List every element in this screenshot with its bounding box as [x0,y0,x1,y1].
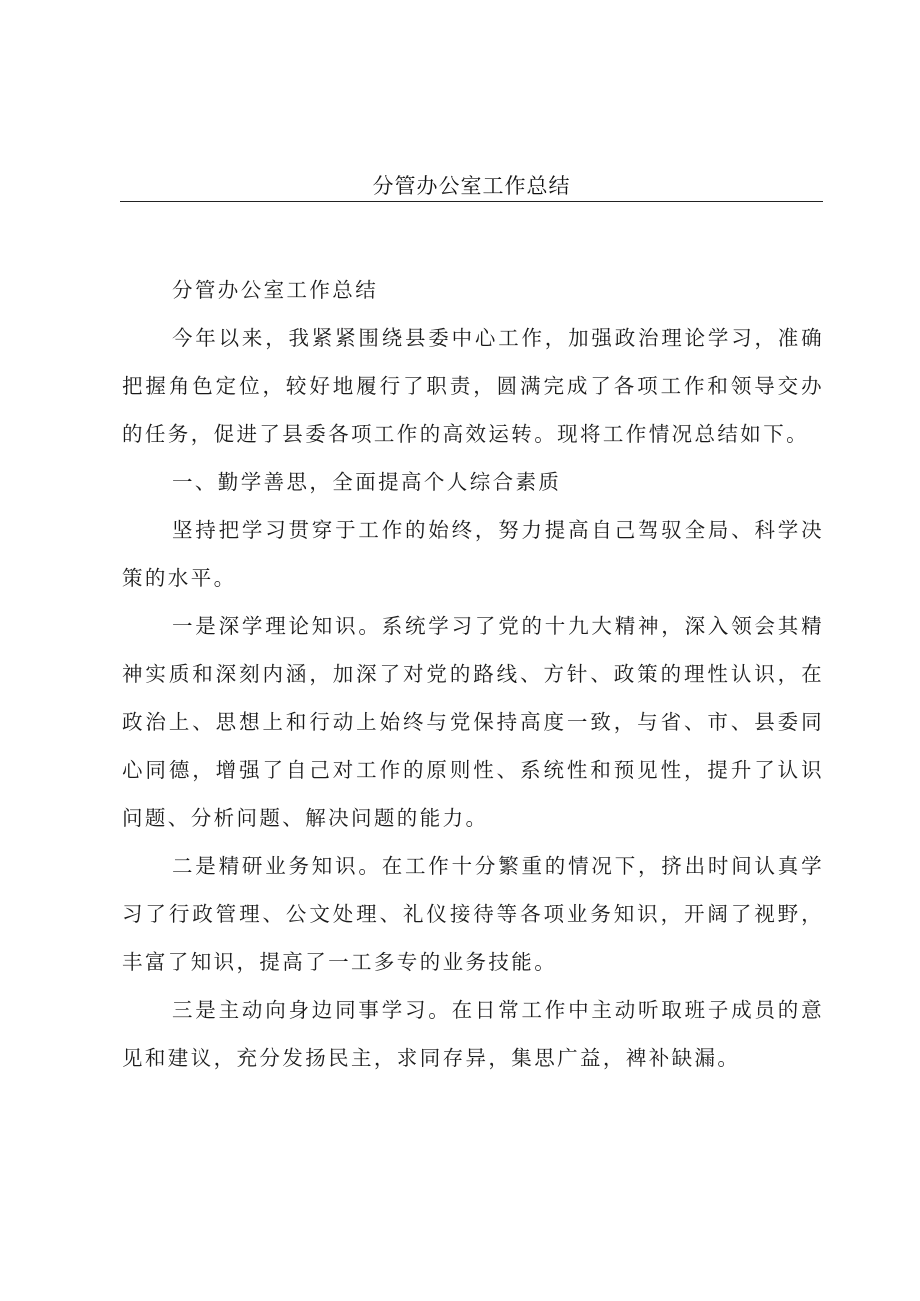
point-two-paragraph: 二是精研业务知识。在工作十分繁重的情况下，挤出时间认真学习了行政管理、公文处理、礼仪接待等各项业务知识，开阔了视野，丰富了知识，提高了一工多专的业务技能。 [122,854,824,974]
point-one-paragraph: 一是深学理论知识。系统学习了党的十九大精神，深入领会其精神实质和深刻内涵，加深了对党的路线、方针、政策的理性认识，在政治上、思想上和行动上始终与党保持高度一致，与省、市、县委同心同德，增强了自己对工作的原则性、系统性和预见性，提升了认识问题、分析问题、解决问题的能力。 [122,614,824,830]
page-header-title: 分管办公室工作总结 [372,174,571,198]
point-three-paragraph: 三是主动向身边同事学习。在日常工作中主动听取班子成员的意见和建议，充分发扬民主，求同存异，集思广益，裨补缺漏。 [122,998,824,1070]
document-title-paragraph: 分管办公室工作总结 [172,278,379,302]
document-body [122,266,824,1082]
section-intro-paragraph: 坚持把学习贯穿于工作的始终，努力提高自己驾驭全局、科学决策的水平。 [122,518,824,590]
header-divider [120,201,823,202]
intro-paragraph: 今年以来，我紧紧围绕县委中心工作，加强政治理论学习，准确把握角色定位，较好地履行了职责，圆满完成了各项工作和领导交办的任务，促进了县委各项工作的高效运转。现将工作情况总结如下。 [122,326,824,446]
section-heading: 一、勤学善思，全面提高个人综合素质 [172,470,562,494]
